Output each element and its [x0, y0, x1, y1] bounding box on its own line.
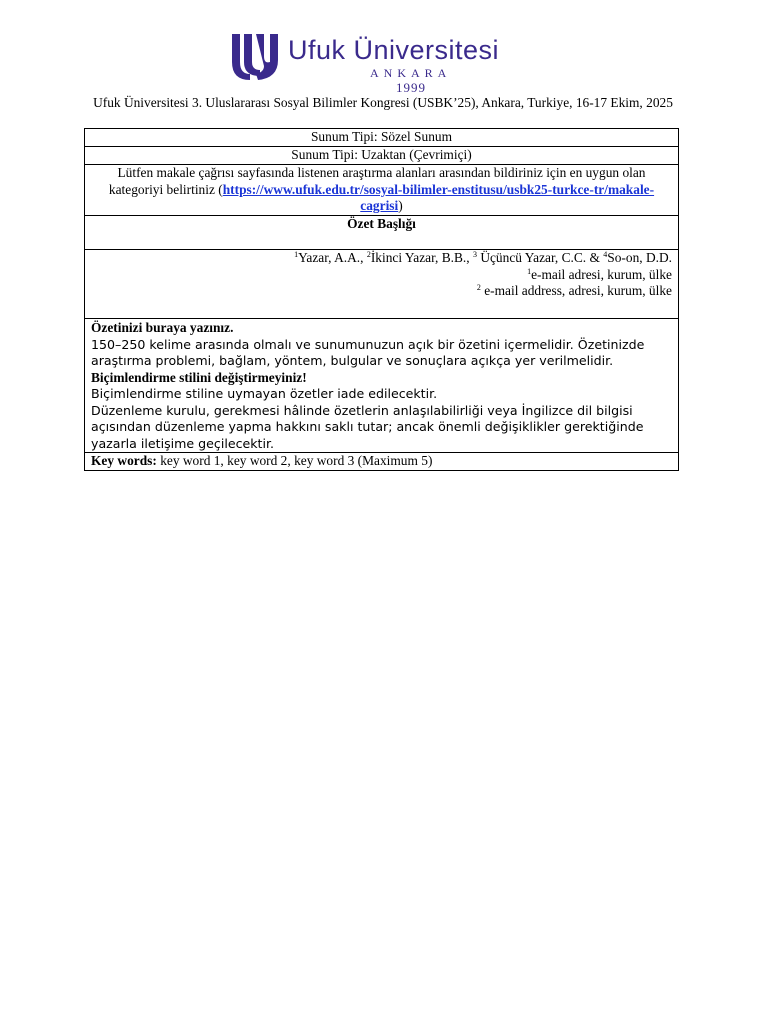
- affiliation-1-text: e-mail adresi, kurum, ülke: [531, 266, 672, 282]
- author-3: Üçüncü Yazar, C.C. &: [476, 250, 604, 265]
- category-close: ): [398, 198, 403, 213]
- presentation-type-row-1: [85, 129, 679, 147]
- university-year: 1999: [396, 80, 426, 95]
- presentation-type-oral: Sunum Tipi: Sözel Sunum: [85, 129, 679, 147]
- author-3-number: 3: [472, 250, 477, 259]
- presentation-type-remote: Sunum Tipi: Uzaktan (Çevrimiçi): [85, 147, 679, 165]
- author-2: İkinci Yazar, B.B.,: [370, 250, 473, 265]
- abstract-form-table: [84, 128, 679, 471]
- keywords-label: Key words:: [91, 453, 157, 468]
- abstract-body: [85, 319, 679, 453]
- author-4: So-on, D.D.: [607, 250, 672, 265]
- university-logo: [228, 30, 540, 96]
- category-row: [85, 165, 679, 216]
- affiliation-1-number: 1: [527, 266, 532, 276]
- university-name: Ufuk Üniversitesi: [288, 35, 500, 65]
- category-text: Lütfen makale çağrısı sayfasında listenen araştırma alanları arasından bildiriniz için en uygun olan kategoriyi belirtiniz (: [108, 165, 646, 197]
- university-city: ANKARA: [370, 66, 452, 80]
- affiliation-2: [91, 283, 672, 300]
- author-1-number: 1: [294, 250, 299, 259]
- keywords-value: key word 1, key word 2, key word 3 (Maximum 5): [156, 453, 433, 468]
- authors-cell: [85, 250, 679, 319]
- call-for-papers-link[interactable]: https://www.ufuk.edu.tr/sosyal-bilimler-enstitusu/usbk25-turkce-tr/makale-cagrisi: [222, 181, 655, 213]
- presentation-type-row-2: [85, 147, 679, 165]
- abstract-title: Özet Başlığı: [85, 216, 679, 250]
- editorial-note: Düzenleme kurulu, gerekmesi hâlinde özetlerin anlaşılabilirliği veya İngilizce dil bilgisi açısından düzenleme yapma hakkını saklı tutar; ancak önemli değişiklikler gerektiğinde yazarla iletişime geçilecektir.: [91, 402, 644, 451]
- affiliation-1: [91, 267, 672, 284]
- abstract-word-limit: 150–250 kelime arasında olmalı ve sunumunuzun açık bir özetini içermelidir. Özetinizde araştırma problemi, bağlam, yöntem, bulgular ve sonuçlara açıkça yer verilmelidir.: [91, 336, 645, 368]
- category-instructions: [85, 165, 679, 216]
- author-2-number: 2: [366, 250, 371, 259]
- formatting-note: Biçimlendirme stiline uymayan özetler iade edilecektir.: [91, 386, 438, 401]
- university-emblem-icon: [228, 32, 280, 82]
- keywords-cell: [85, 453, 679, 471]
- authors-row: [85, 250, 679, 319]
- author-4-number: 4: [603, 250, 608, 259]
- author-list: [91, 250, 672, 267]
- author-1: Yazar, A.A.,: [298, 250, 367, 265]
- abstract-title-row: [85, 216, 679, 250]
- keywords-row: [85, 453, 679, 471]
- abstract-body-row: [85, 319, 679, 453]
- abstract-heading: Özetinizi buraya yazınız.: [91, 320, 234, 335]
- affiliation-2-number: 2: [476, 283, 481, 292]
- conference-title: Ufuk Üniversitesi 3. Uluslararası Sosyal Bilimler Kongresi (USBK’25), Ankara, Turkiye, 16-17 Ekim, 2025: [93, 95, 673, 110]
- affiliation-2-text: e-mail address, adresi, kurum, ülke: [480, 283, 672, 298]
- formatting-warning: Biçimlendirme stilini değiştirmeyiniz!: [91, 369, 307, 385]
